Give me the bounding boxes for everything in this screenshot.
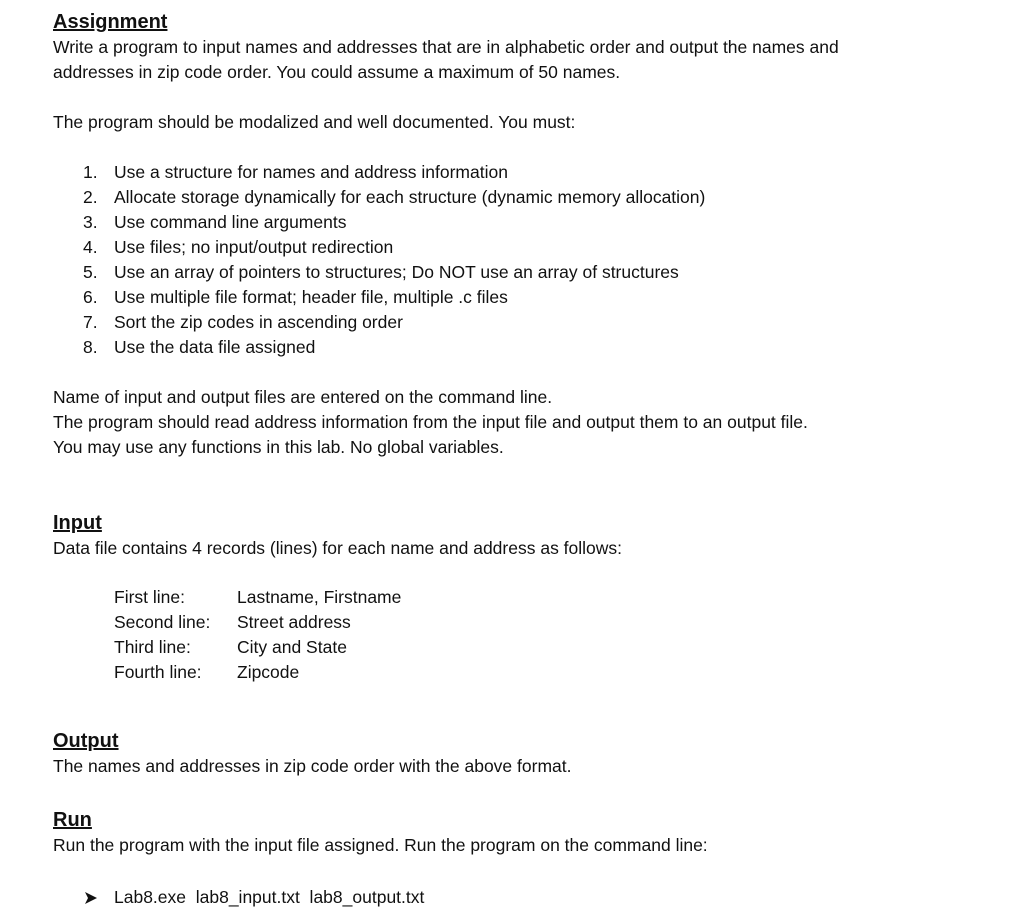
document-page — [53, 9, 1003, 910]
intro-line-2: addresses in zip code order. You could assume a maximum of 50 names. — [53, 62, 621, 82]
format-value: Street address — [237, 612, 351, 632]
input-description: Data file contains 4 records (lines) for each name and address as follows: — [53, 538, 623, 558]
format-label: Second line: — [114, 612, 211, 632]
format-label: First line: — [114, 587, 185, 607]
requirement-item: 7. Sort the zip codes in ascending order — [83, 312, 403, 332]
format-row — [114, 610, 401, 635]
format-value: City and State — [237, 637, 347, 657]
requirement-item: 6. Use multiple file format; header file, multiple .c files — [83, 287, 508, 307]
note-line-1: Name of input and output files are entered on the command line. — [53, 387, 553, 407]
run-heading: Run — [53, 809, 92, 831]
assignment-heading: Assignment — [53, 11, 168, 33]
requirements-list — [53, 160, 1003, 360]
output-description: The names and addresses in zip code order with the above format. — [53, 756, 572, 776]
format-value: Zipcode — [237, 662, 300, 682]
format-label: Fourth line: — [114, 662, 202, 682]
format-row — [114, 585, 401, 610]
requirement-item: 2. Allocate storage dynamically for each structure (dynamic memory allocation) — [83, 187, 706, 207]
arrow-bullet-icon — [84, 891, 98, 905]
note-line-3: You may use any functions in this lab. No global variables. — [53, 437, 504, 457]
note-line-2: The program should read address information from the input file and output them to an output file. — [53, 412, 808, 432]
requirement-item: 4. Use files; no input/output redirection — [83, 237, 394, 257]
requirement-item: 3. Use command line arguments — [83, 212, 347, 232]
command-line-item — [53, 885, 1003, 910]
requirement-item: 1. Use a structure for names and address information — [83, 162, 508, 182]
format-label: Third line: — [114, 637, 191, 657]
format-row — [114, 635, 401, 660]
intro-line-1: Write a program to input names and addresses that are in alphabetic order and output the names and — [53, 37, 839, 57]
output-heading: Output — [53, 730, 119, 752]
run-description: Run the program with the input file assigned. Run the program on the command line: — [53, 835, 708, 855]
requirement-item: 8. Use the data file assigned — [83, 337, 316, 357]
requirement-item: 5. Use an array of pointers to structures; Do NOT use an array of structures — [83, 262, 679, 282]
input-heading: Input — [53, 512, 102, 534]
command-text: Lab8.exe lab8_input.txt lab8_output.txt — [114, 887, 425, 907]
format-value: Lastname, Firstname — [237, 587, 402, 607]
record-format-table — [114, 585, 401, 685]
format-row — [114, 660, 401, 685]
must-intro: The program should be modalized and well documented. You must: — [53, 112, 576, 132]
